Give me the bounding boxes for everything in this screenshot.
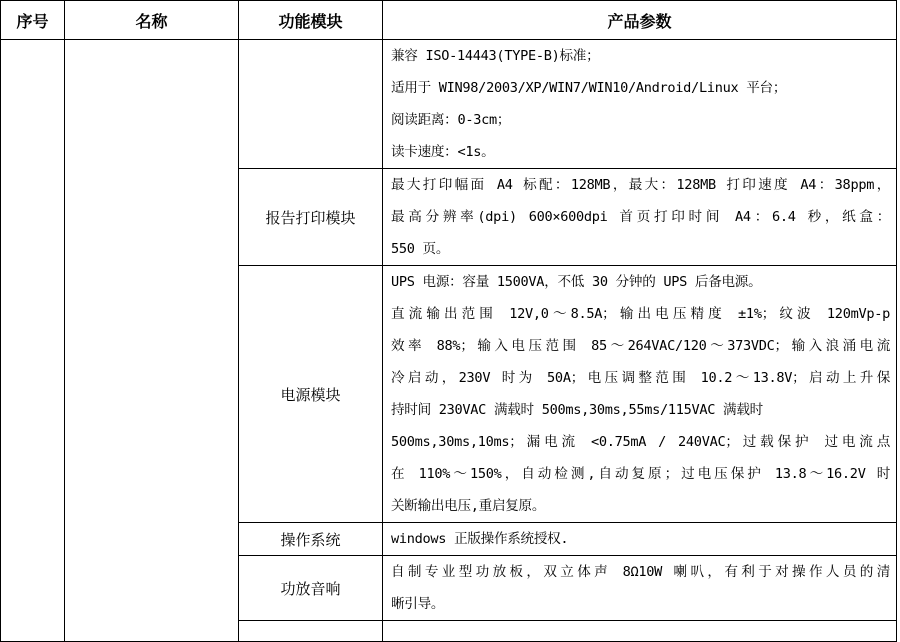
param-line: 效率 88%；输入电压范围 85～264VAC/120～373VDC；输入浪涌电流 — [391, 338, 890, 354]
param-line: 最大打印幅面 A4 标配：128MB，最大：128MB 打印速度 A4：38ppm， — [391, 177, 890, 193]
param-line: 冷启动，230V 时为 50A；电压调整范围 10.2～13.8V；启动上升保 — [391, 370, 890, 386]
module-cell: 操作系统 — [239, 523, 383, 556]
param-line: 晰引导。 — [391, 596, 445, 612]
table-row — [1, 40, 897, 169]
params-cell — [383, 40, 897, 169]
param-line: 持时间 230VAC 满载时 500ms,30ms,55ms/115VAC 满载时 — [391, 402, 763, 418]
param-line: 阅读距离：0-3cm； — [391, 112, 511, 128]
param-line: 550 页。 — [391, 241, 450, 257]
module-cell — [239, 621, 383, 642]
param-line: 500ms,30ms,10ms；漏电流 <0.75mA / 240VAC；过载保护 过电流点 — [391, 434, 890, 450]
module-cell: 电源模块 — [239, 266, 383, 523]
param-line: 适用于 WIN98/2003/XP/WIN7/WIN10/Android/Linux 平台； — [391, 80, 787, 96]
param-line: 直流输出范围 12V,0～8.5A；输出电压精度 ±1%；纹波 120mVp-p — [391, 306, 890, 322]
name-cell — [65, 40, 239, 642]
header-module: 功能模块 — [239, 1, 383, 40]
no-cell — [1, 40, 65, 642]
module-cell — [239, 40, 383, 169]
param-line: 兼容 ISO-14443(TYPE-B)标准； — [391, 48, 600, 64]
params-cell — [383, 556, 897, 621]
header-row — [1, 1, 897, 40]
params-cell — [383, 266, 897, 523]
header-no: 序号 — [1, 1, 65, 40]
param-line: 关断输出电压,重启复原。 — [391, 498, 546, 514]
params-cell — [383, 523, 897, 556]
param-line: 最高分辨率(dpi) 600×600dpi 首页打印时间 A4：6.4 秒，纸盒： — [391, 209, 890, 225]
header-params: 产品参数 — [383, 1, 897, 40]
module-cell: 报告打印模块 — [239, 169, 383, 266]
params-cell — [383, 169, 897, 266]
module-cell: 功放音响 — [239, 556, 383, 621]
param-line: 读卡速度：<1s。 — [391, 144, 495, 160]
param-line: windows 正版操作系统授权. — [391, 531, 569, 547]
params-cell — [383, 621, 897, 642]
param-line: 自制专业型功放板，双立体声 8Ω10W 喇叭，有利于对操作人员的清 — [391, 564, 890, 580]
header-name: 名称 — [65, 1, 239, 40]
param-line: 在 110%～150%，自动检测,自动复原；过电压保护 13.8～16.2V 时 — [391, 466, 890, 482]
param-line: UPS 电源：容量 1500VA，不低 30 分钟的 UPS 后备电源。 — [391, 274, 762, 290]
